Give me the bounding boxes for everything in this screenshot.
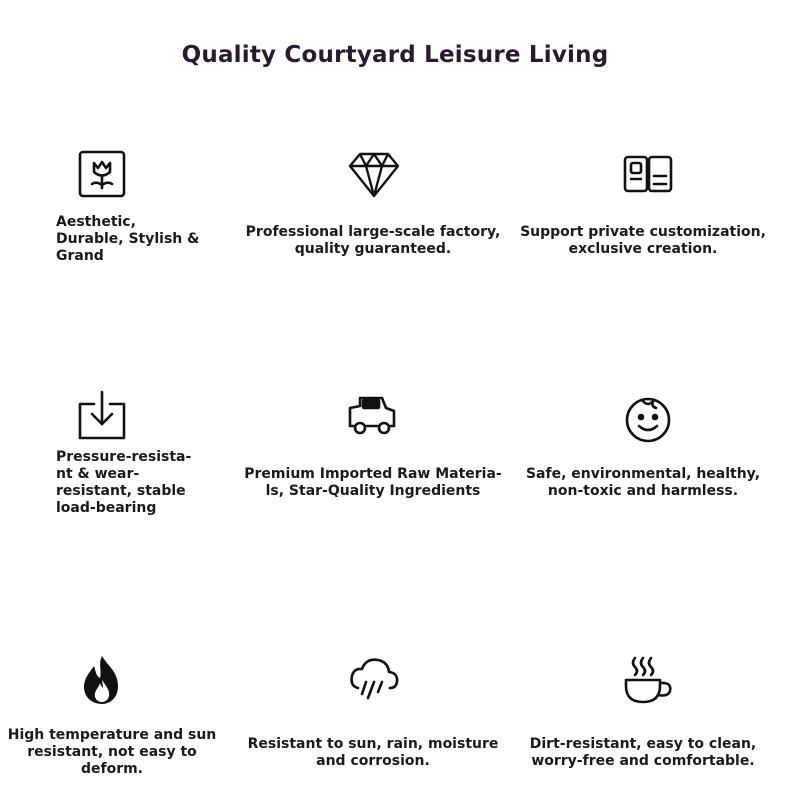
feature-caption-1: Aesthetic, Durable, Stylish & Grand	[56, 214, 200, 264]
feature-caption-5: Premium Imported Raw Materia- ls, Star-Quality Ingredients	[244, 466, 502, 499]
flame-icon	[74, 652, 130, 708]
steaming-cup-icon	[620, 652, 676, 708]
feature-caption-6: Safe, environmental, healthy, non-toxic and harmless.	[525, 466, 761, 499]
feature-caption-8: Resistant to sun, rain, moisture and corrosion.	[247, 736, 499, 769]
feature-caption-3: Support private customization, exclusive creation.	[520, 224, 766, 257]
feature-caption-7: High temperature and sun resistant, not easy to deform.	[7, 727, 217, 777]
feature-caption-4: Pressure-resista- nt & wear- resistant, stable load-bearing	[56, 449, 192, 516]
truck-icon	[344, 388, 400, 444]
flower-frame-icon	[74, 146, 130, 202]
rain-cloud-icon	[346, 652, 402, 708]
download-tray-icon	[74, 388, 130, 444]
baby-face-icon	[620, 392, 676, 448]
id-card-icon	[620, 146, 676, 202]
feature-caption-2: Professional large-scale factory, quality guaranteed.	[245, 224, 501, 257]
page-title: Quality Courtyard Leisure Living	[181, 42, 609, 68]
diamond-icon	[346, 146, 402, 202]
feature-caption-9: Dirt-resistant, easy to clean, worry-free and comfortable.	[529, 736, 757, 769]
